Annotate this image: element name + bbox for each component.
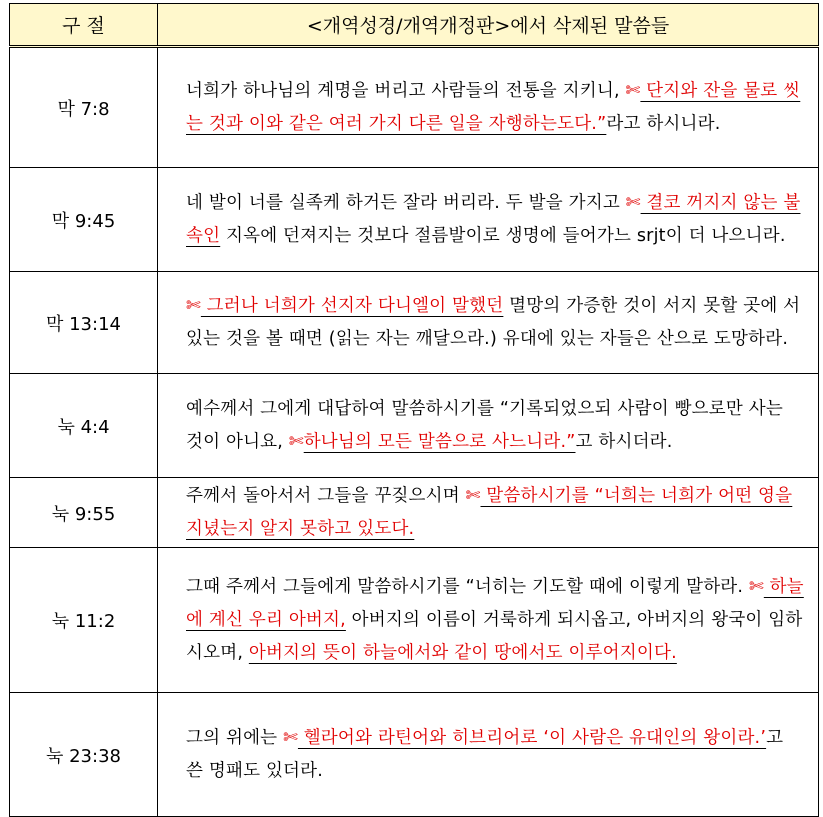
header-row (10, 4, 819, 47)
deleted-phrase: 말씀하시기를 “너희는 너희가 어떤 영을 지녔는지 알지 못하고 있도다. (186, 485, 793, 539)
table-row (10, 478, 819, 548)
header-verse: 구 절 (10, 4, 158, 47)
scissors-icon: ✄ (186, 295, 201, 316)
scissors-icon: ✄ (748, 576, 764, 597)
deleted-phrase: 하늘에 계신 우리 아버지, (186, 576, 804, 630)
verse-ref: 막 7:8 (10, 47, 158, 168)
verse-segment: 네 발이 너를 실족케 하거든 잘라 버리라. 두 발을 가지고 (186, 192, 626, 213)
verse-segment: 그때 주께서 그들에게 말씀하시기를 “너히는 기도할 때에 이렇게 말하라. (186, 576, 749, 597)
verse-text (158, 693, 819, 817)
scissors-icon: ✄ (465, 485, 481, 506)
verse-ref: 막 9:45 (10, 168, 158, 272)
scissors-icon: ✄ (625, 192, 641, 213)
scissors-icon: ✄ (283, 727, 298, 748)
deleted-phrase: 아버지의 뜻이 하늘에서와 같이 땅에서도 이루어지이다. (248, 642, 677, 663)
verse-ref: 눅 11:2 (10, 548, 158, 693)
verse-ref: 눅 23:38 (10, 693, 158, 817)
header-deleted-words: <개역성경/개역개정판>에서 삭제된 말씀들 (158, 4, 819, 47)
verse-segment: 그의 위에는 (186, 727, 284, 748)
table-row (10, 47, 819, 168)
table-row (10, 168, 819, 272)
verse-text (158, 374, 819, 478)
verse-segment: 지옥에 던져지는 것보다 절름발이로 생명에 들어가느 srjt이 더 나으니라. (220, 225, 786, 246)
verse-segment: 고 하시더라. (575, 431, 673, 452)
verse-text (158, 272, 819, 374)
deleted-phrase: 그러나 너희가 선지자 다니엘이 말했던 (200, 295, 504, 316)
table-row (10, 548, 819, 693)
verse-text (158, 478, 819, 548)
verse-text (158, 47, 819, 168)
scissors-icon: ✄ (288, 431, 304, 452)
table-row (10, 693, 819, 817)
verse-segment: 아버지의 이름이 거룩하게 되시옵고, 아버지의 왕국이 임하시오며, (186, 609, 803, 663)
verse-text (158, 548, 819, 693)
deleted-phrase: 결코 꺼지지 않는 불 속인 (186, 192, 801, 246)
table-row (10, 374, 819, 478)
verse-ref: 눅 9:55 (10, 478, 158, 548)
deleted-phrase: 단지와 잔을 물로 씻는 것과 이와 같은 여러 가지 다른 일을 자행하는도다.” (186, 80, 801, 134)
deleted-phrase: 헬라어와 라틴어와 히브리어로 ‘이 사람은 유대인의 왕이라.’ (297, 727, 767, 748)
verse-segment: 고 쓴 명패도 있더라. (186, 727, 784, 781)
deleted-verses-table (9, 3, 819, 817)
deleted-phrase: 하나님의 모든 말씀으로 사느니라.” (303, 431, 576, 452)
verse-ref: 막 13:14 (10, 272, 158, 374)
scissors-icon: ✄ (625, 80, 641, 101)
verse-segment: 예수께서 그에게 대답하여 말씀하시기를 “기록되었으되 사람이 빵으로만 사는 것이 아니요, (186, 398, 783, 452)
verse-ref: 눅 4:4 (10, 374, 158, 478)
verse-segment: 멸망의 가증한 것이 서지 못할 곳에 서 있는 것을 볼 때면 (읽는 자는 깨달으라.) 유대에 있는 자들은 산으로 도망하라. (186, 295, 801, 349)
verse-text (158, 168, 819, 272)
verse-segment: 라고 하시니라. (606, 113, 721, 134)
table-row (10, 272, 819, 374)
verse-segment: 너희가 하나님의 계명을 버리고 사람들의 전통을 지키니, (186, 80, 626, 101)
verse-segment: 주께서 돌아서서 그들을 꾸짖으시며 (186, 485, 466, 506)
